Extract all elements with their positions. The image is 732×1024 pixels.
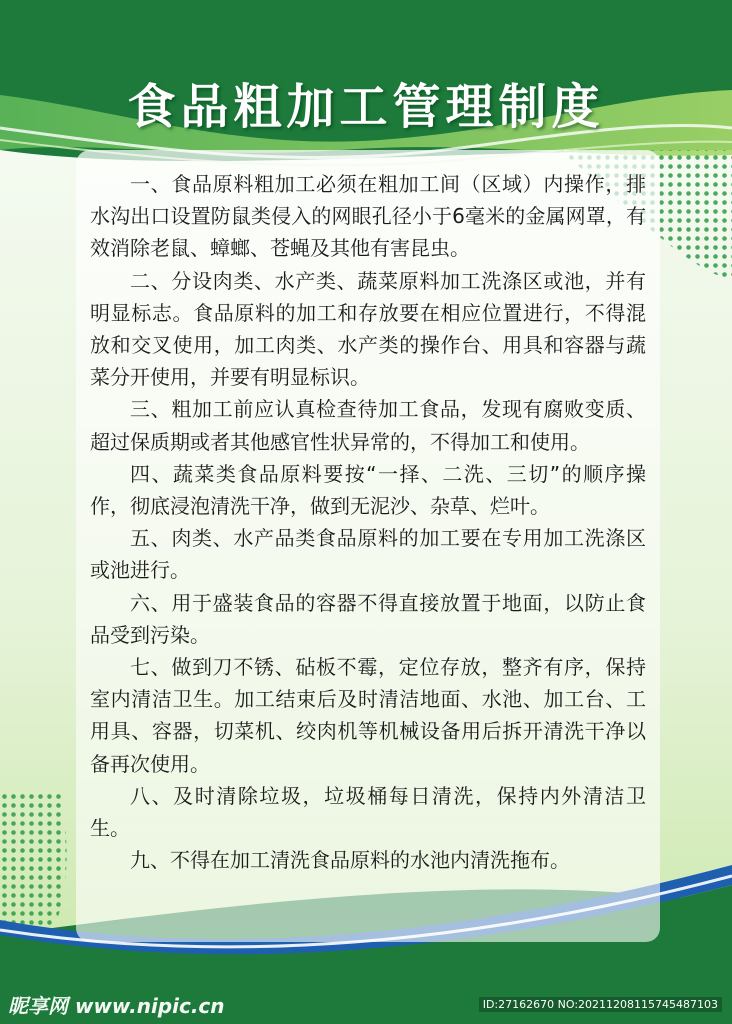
regulation-item-1: 一、食品原料粗加工必须在粗加工间（区域）内操作，排水沟出口设置防鼠类侵入的网眼孔径小于6毫米的金属网罩，有效消除老鼠、蟑螂、苍蝇及其他有害昆虫。 [90,172,646,261]
regulation-item-5: 五、肉类、水产品类食品原料的加工要在专用加工洗涤区或池进行。 [90,526,646,583]
regulation-item-9: 九、不得在加工清洗食品原料的水池内清洗拖布。 [130,848,570,873]
regulation-item-2: 二、分设肉类、水产类、蔬菜原料加工洗涤区或池，并有明显标志。食品原料的加工和存放要在相应位置进行，不得混放和交叉使用，加工肉类、水产类的操作台、用具和容器与蔬菜分开使用，并要有明显标识。 [90,268,646,390]
regulation-item-6: 六、用于盛装食品的容器不得直接放置于地面，以防止食品受到污染。 [90,590,646,647]
regulation-item-4: 四、蔬菜类食品原料要按“一择、二洗、三切”的顺序操作，彻底浸泡清洗干净，做到无泥沙、杂草、烂叶。 [90,461,646,519]
regulation-list [90,168,646,876]
regulation-item-7: 七、做到刀不锈、砧板不霉，定位存放，整齐有序，保持室内清洁卫生。加工结束后及时清洁地面、水池、加工台、工用具、容器，切菜机、绞肉机等机械设备用后拆开清洗干净以备再次使用。 [90,655,646,776]
regulation-item-3: 三、粗加工前应认真检查待加工食品，发现有腐败变质、超过保质期或者其他感官性状异常的，不得加工和使用。 [90,397,646,454]
poster-title: 食品粗加工管理制度 [127,79,605,135]
watermark-id: ID:27162670 NO:20211208115745487103 [479,997,722,1012]
watermark-logo: 昵享网 www.nipic.cn [8,994,225,1018]
regulation-item-8: 八、及时清除垃圾，垃圾桶每日清洗，保持内外清洁卫生。 [90,783,646,841]
